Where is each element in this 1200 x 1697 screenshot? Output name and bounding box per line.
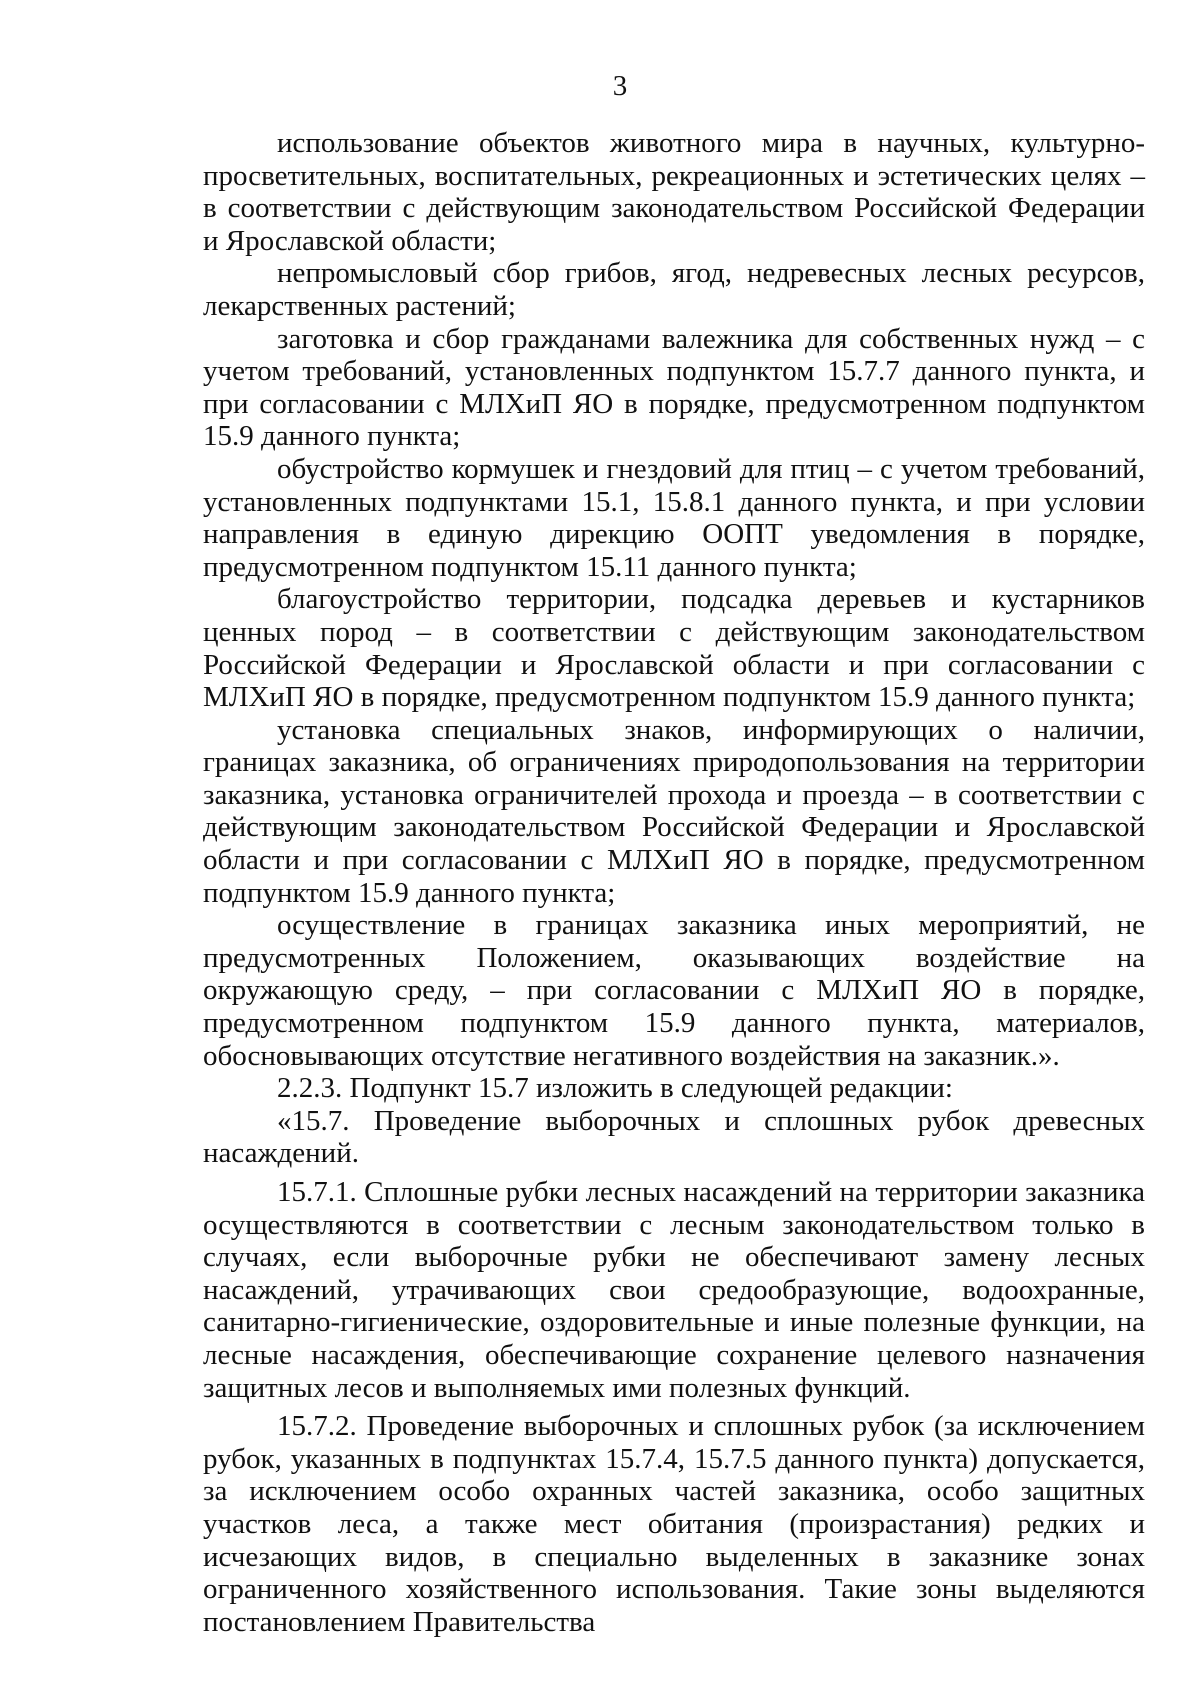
paragraph-deadwood-collection: заготовка и сбор гражданами валежника для собственных нужд – с учетом требований, установленных подпунктом 15.7.7 данного пункта, и при согласовании с МЛХиП ЯО в порядке, предусмотренном подпунктом 15.9 данного пункта; [203, 322, 1145, 453]
paragraph-mushroom-gathering: непромысловый сбор грибов, ягод, недревесных лесных ресурсов, лекарственных растений; [203, 257, 1145, 322]
paragraph-bird-feeders: обустройство кормушек и гнездовий для птиц – с учетом требований, установленных подпунктами 15.1, 15.8.1 данного пункта, и при условии направления в единую дирекцию ООПТ уведомления в порядке, предусмотренном подпунктом 15.11 данного пункта; [203, 452, 1145, 583]
paragraph-wildlife-use: использование объектов животного мира в научных, культурно-просветительных, воспитательных, рекреационных и эстетических целях – в соответствии с действующим законодательством Российской Федерации и Ярославской области; [203, 127, 1145, 257]
paragraph-other-activities: осуществление в границах заказника иных мероприятий, не предусмотренных Положением, оказывающих воздействие на окружающую среду, – при согласовании с МЛХиП ЯО в порядке, предусмотренном подпунктом 15.9 данного пункта, материалов, обосновывающих отсутствие негативного воздействия на заказник.». [203, 909, 1145, 1072]
paragraph-clause-15-7-1: 15.7.1. Сплошные рубки лесных насаждений на территории заказника осуществляются в соответствии с лесным законодательством только в случаях, если выборочные рубки не обеспечивают замену лесных насаждений, утрачивающих свои средообразующие, водоохранные, санитарно-гигиенические, оздоровительные и иные полезные функции, на лесные насаждения, обеспечивающие сохранение целевого назначения защитных лесов и выполняемых ими полезных функций. [203, 1176, 1145, 1404]
document-body [203, 127, 1145, 1638]
page-number: 3 [612, 70, 628, 102]
paragraph-clause-15-7: «15.7. Проведение выборочных и сплошных рубок древесных насаждений. [203, 1104, 1145, 1170]
paragraph-landscaping: благоустройство территории, подсадка деревьев и кустарников ценных пород – в соответствии с действующим законодательством Российской Федерации и Ярославской области и при согласовании с МЛХиП ЯО в порядке, предусмотренном подпунктом 15.9 данного пункта; [203, 583, 1145, 714]
paragraph-signage: установка специальных знаков, информирующих о наличии, границах заказника, об ограничениях природопользования на территории заказника, установка ограничителей прохода и проезда – в соответствии с действующим законодательством Российской Федерации и Ярославской области и при согласовании с МЛХиП ЯО в порядке, предусмотренном подпунктом 15.9 данного пункта; [203, 713, 1145, 909]
paragraph-clause-15-7-2: 15.7.2. Проведение выборочных и сплошных рубок (за исключением рубок, указанных в подпунктах 15.7.4, 15.7.5 данного пункта) допускается, за исключением особо охранных частей заказника, особо защитных участков леса, а также мест обитания (произрастания) редких и исчезающих видов, в специально выделенных в заказнике зонах ограниченного хозяйственного использования. Такие зоны выделяются постановлением Правительства [203, 1410, 1145, 1638]
paragraph-subclause-2-2-3: 2.2.3. Подпункт 15.7 изложить в следующей редакции: [277, 1072, 953, 1105]
